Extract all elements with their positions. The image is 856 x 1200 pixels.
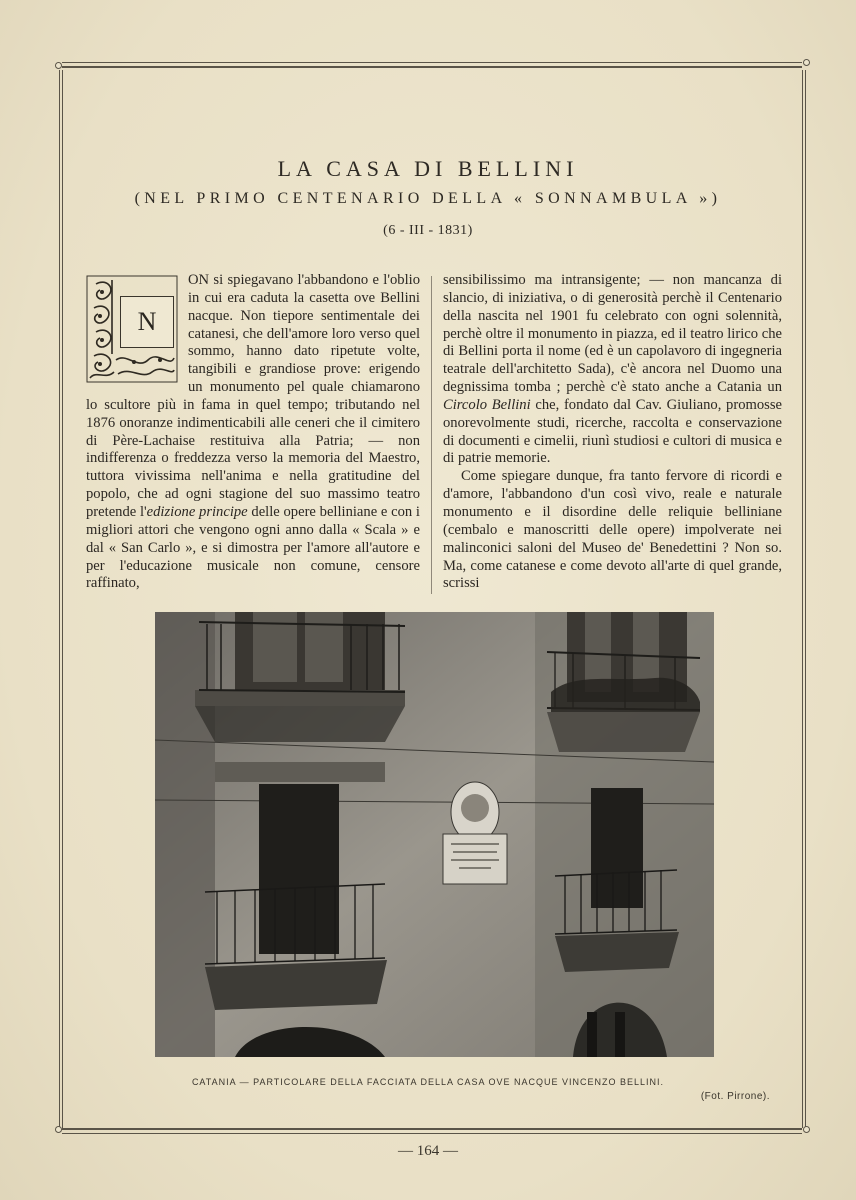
drop-cap-letter: N	[120, 296, 174, 348]
article-date: (6 - III - 1831)	[383, 223, 473, 238]
text-column-right	[443, 272, 782, 593]
frame-rule-top-double	[62, 66, 802, 68]
frame-corner-ornament	[803, 1126, 810, 1133]
italic-text: edizione principe	[146, 503, 248, 520]
article-title: LA CASA DI BELLINI	[277, 156, 579, 181]
frame-rule-bottom-double	[62, 1133, 802, 1134]
text-column-left	[86, 272, 420, 593]
paragraph-text: Come spiegare dunque, fra tanto fervore di ricordi e d'amore, l'abbandono d'un così vivo, reale e naturale monumento e il disordine delle reliquie belliniane (cembalo e manoscritti delle opere) impolverate nei malinconici saloni del Museo de' Benedettini ? Non so. Ma, come catanese e come devoto all'arte di quel grande, scrissi	[443, 468, 782, 592]
balcony-facade-illustration	[155, 612, 714, 1057]
paragraph-text: sensibilissimo ma intransigente; — non mancanza di slancio, di iniziativa, o di generosità perchè il Centenario della nascita nel 1901 fu celebrato con ogni solennità, perchè oltre il monumento in piazza, ed il teatro lirico che di Bellini porta il nome (ed è un capolavoro di ingegneria teatrale dell'architetto Sada), c'è ancora nel Duomo una degnissima tomba ; perchè c'è stato anche a Catania un	[443, 272, 782, 396]
paragraph-text: che, fondato dal Cav. Giuliano, promosse onorevolmente studi, ricerche, raccolta e conservazione di documenti e cimelii, riunì studiosi e cultori di musica e di patrie memorie.	[443, 396, 782, 467]
article-subtitle: (NEL PRIMO CENTENARIO DELLA « SONNAMBULA »)	[134, 190, 722, 207]
frame-corner-ornament	[55, 62, 62, 69]
facade-photograph	[155, 612, 714, 1057]
frame-corner-ornament	[55, 1126, 62, 1133]
photo-credit: (Fot. Pirrone).	[700, 1091, 770, 1102]
ornamental-drop-cap	[86, 274, 178, 384]
paragraph-text: ON si spiegavano l'abbandono e l'oblio in cui era caduta la casetta ove Bellini nacque. Non tiepore sentimentale dei catanesi, che dell'amore loro verso quel sommo, hanno dato ripetute volte, tangibili e grandiose prove: erigendo un monumento pel quale chiamarono lo scultore più in fama in quel tempo; tributando nel 1876 onoranze indimenticabili alle ceneri che il cimitero di Père-Lachaise restituiva alla Patria; — non indifferenza o freddezza verso la memoria del Maestro, tuttora vivissima nell'anima e nella gratitudine del popolo, che ad ogni stagione del suo massimo teatro pretende l'	[86, 272, 420, 520]
photo-caption: CATANIA — PARTICOLARE DELLA FACCIATA DELLA CASA OVE NACQUE VINCENZO BELLINI.	[191, 1077, 665, 1087]
column-divider	[431, 276, 432, 594]
frame-rule-top	[62, 62, 802, 63]
frame-corner-ornament	[803, 59, 810, 66]
page-number: — 164 —	[398, 1143, 458, 1159]
frame-rule-bottom	[62, 1128, 802, 1130]
italic-text: Circolo Bellini	[443, 396, 531, 413]
paragraph-text: delle opere belliniane e con i migliori attori che vengono ogni anno dalla « Scala » e dal « San Carlo », e si dimostra per l'amore all'autore e per l'educazione musicale non comune, censore raffinato,	[86, 503, 420, 592]
